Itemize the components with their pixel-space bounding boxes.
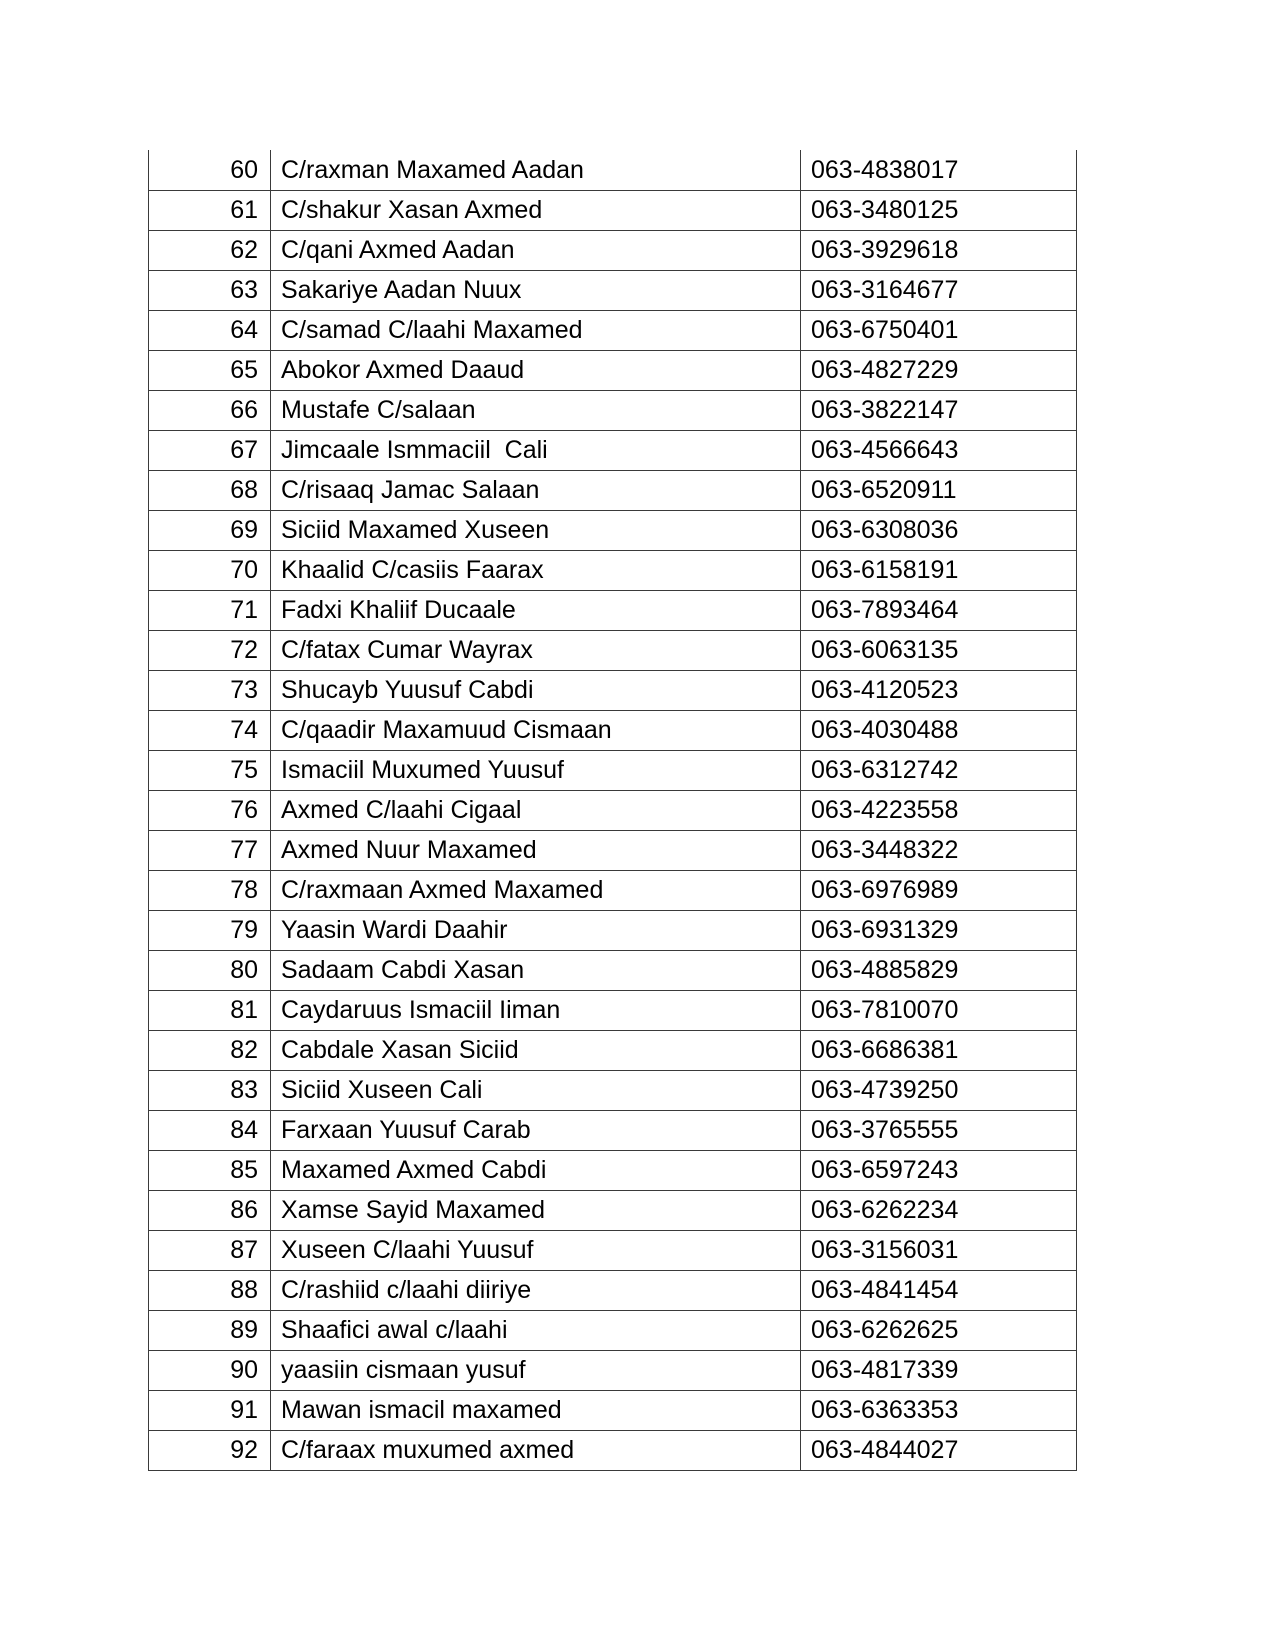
phone-number: 063-6262234 bbox=[801, 1191, 1077, 1231]
table-row bbox=[149, 471, 1077, 511]
phone-number: 063-4827229 bbox=[801, 351, 1077, 391]
phone-number: 063-4120523 bbox=[801, 671, 1077, 711]
row-number: 70 bbox=[149, 551, 271, 591]
row-number: 91 bbox=[149, 1391, 271, 1431]
table-row bbox=[149, 1151, 1077, 1191]
person-name: Xuseen C/laahi Yuusuf bbox=[271, 1231, 801, 1271]
person-name: Farxaan Yuusuf Carab bbox=[271, 1111, 801, 1151]
table-row bbox=[149, 1271, 1077, 1311]
table-row bbox=[149, 991, 1077, 1031]
phone-number: 063-3480125 bbox=[801, 191, 1077, 231]
phone-number: 063-6262625 bbox=[801, 1311, 1077, 1351]
person-name: C/samad C/laahi Maxamed bbox=[271, 311, 801, 351]
person-name: Sadaam Cabdi Xasan bbox=[271, 951, 801, 991]
person-name: Jimcaale Ismmaciil Cali bbox=[271, 431, 801, 471]
person-name: C/qani Axmed Aadan bbox=[271, 231, 801, 271]
row-number: 82 bbox=[149, 1031, 271, 1071]
person-name: Shucayb Yuusuf Cabdi bbox=[271, 671, 801, 711]
table-row bbox=[149, 231, 1077, 271]
person-name: Maxamed Axmed Cabdi bbox=[271, 1151, 801, 1191]
phone-number: 063-3156031 bbox=[801, 1231, 1077, 1271]
row-number: 77 bbox=[149, 831, 271, 871]
person-name: Fadxi Khaliif Ducaale bbox=[271, 591, 801, 631]
contact-table-body bbox=[149, 150, 1077, 1471]
row-number: 81 bbox=[149, 991, 271, 1031]
table-row bbox=[149, 751, 1077, 791]
person-name: Sakariye Aadan Nuux bbox=[271, 271, 801, 311]
table-row bbox=[149, 511, 1077, 551]
row-number: 64 bbox=[149, 311, 271, 351]
phone-number: 063-7893464 bbox=[801, 591, 1077, 631]
table-row bbox=[149, 1231, 1077, 1271]
phone-number: 063-3164677 bbox=[801, 271, 1077, 311]
table-row bbox=[149, 791, 1077, 831]
person-name: Caydaruus Ismaciil Iiman bbox=[271, 991, 801, 1031]
phone-number: 063-3765555 bbox=[801, 1111, 1077, 1151]
phone-number: 063-6976989 bbox=[801, 871, 1077, 911]
table-row bbox=[149, 631, 1077, 671]
row-number: 75 bbox=[149, 751, 271, 791]
table-row bbox=[149, 1311, 1077, 1351]
row-number: 78 bbox=[149, 871, 271, 911]
row-number: 63 bbox=[149, 271, 271, 311]
row-number: 65 bbox=[149, 351, 271, 391]
person-name: C/rashiid c/laahi diiriye bbox=[271, 1271, 801, 1311]
phone-number: 063-6931329 bbox=[801, 911, 1077, 951]
phone-number: 063-4566643 bbox=[801, 431, 1077, 471]
row-number: 60 bbox=[149, 150, 271, 191]
person-name: C/shakur Xasan Axmed bbox=[271, 191, 801, 231]
person-name: Khaalid C/casiis Faarax bbox=[271, 551, 801, 591]
phone-number: 063-6063135 bbox=[801, 631, 1077, 671]
row-number: 72 bbox=[149, 631, 271, 671]
row-number: 87 bbox=[149, 1231, 271, 1271]
contact-table bbox=[148, 150, 1077, 1471]
phone-number: 063-3448322 bbox=[801, 831, 1077, 871]
person-name: Yaasin Wardi Daahir bbox=[271, 911, 801, 951]
phone-number: 063-6520911 bbox=[801, 471, 1077, 511]
table-row bbox=[149, 591, 1077, 631]
table-row bbox=[149, 1191, 1077, 1231]
row-number: 74 bbox=[149, 711, 271, 751]
table-row bbox=[149, 1031, 1077, 1071]
phone-number: 063-4817339 bbox=[801, 1351, 1077, 1391]
phone-number: 063-3929618 bbox=[801, 231, 1077, 271]
row-number: 80 bbox=[149, 951, 271, 991]
person-name: Ismaciil Muxumed Yuusuf bbox=[271, 751, 801, 791]
person-name: yaasiin cismaan yusuf bbox=[271, 1351, 801, 1391]
table-row bbox=[149, 1071, 1077, 1111]
row-number: 90 bbox=[149, 1351, 271, 1391]
person-name: C/faraax muxumed axmed bbox=[271, 1431, 801, 1471]
phone-number: 063-6363353 bbox=[801, 1391, 1077, 1431]
table-row bbox=[149, 551, 1077, 591]
person-name: Cabdale Xasan Siciid bbox=[271, 1031, 801, 1071]
table-row bbox=[149, 1351, 1077, 1391]
person-name: Xamse Sayid Maxamed bbox=[271, 1191, 801, 1231]
table-row bbox=[149, 671, 1077, 711]
phone-number: 063-3822147 bbox=[801, 391, 1077, 431]
phone-number: 063-7810070 bbox=[801, 991, 1077, 1031]
table-row bbox=[149, 391, 1077, 431]
table-row bbox=[149, 431, 1077, 471]
phone-number: 063-6750401 bbox=[801, 311, 1077, 351]
row-number: 66 bbox=[149, 391, 271, 431]
table-row bbox=[149, 1431, 1077, 1471]
person-name: C/risaaq Jamac Salaan bbox=[271, 471, 801, 511]
table-row bbox=[149, 271, 1077, 311]
row-number: 85 bbox=[149, 1151, 271, 1191]
table-row bbox=[149, 1391, 1077, 1431]
row-number: 71 bbox=[149, 591, 271, 631]
table-row bbox=[149, 311, 1077, 351]
person-name: Abokor Axmed Daaud bbox=[271, 351, 801, 391]
row-number: 79 bbox=[149, 911, 271, 951]
person-name: Axmed C/laahi Cigaal bbox=[271, 791, 801, 831]
row-number: 76 bbox=[149, 791, 271, 831]
phone-number: 063-6158191 bbox=[801, 551, 1077, 591]
person-name: C/fatax Cumar Wayrax bbox=[271, 631, 801, 671]
table-row bbox=[149, 711, 1077, 751]
table-row bbox=[149, 351, 1077, 391]
person-name: Axmed Nuur Maxamed bbox=[271, 831, 801, 871]
phone-number: 063-4838017 bbox=[801, 150, 1077, 191]
row-number: 92 bbox=[149, 1431, 271, 1471]
row-number: 73 bbox=[149, 671, 271, 711]
person-name: C/raxman Maxamed Aadan bbox=[271, 150, 801, 191]
phone-number: 063-6312742 bbox=[801, 751, 1077, 791]
row-number: 83 bbox=[149, 1071, 271, 1111]
phone-number: 063-6308036 bbox=[801, 511, 1077, 551]
person-name: C/raxmaan Axmed Maxamed bbox=[271, 871, 801, 911]
row-number: 61 bbox=[149, 191, 271, 231]
phone-number: 063-4841454 bbox=[801, 1271, 1077, 1311]
row-number: 88 bbox=[149, 1271, 271, 1311]
table-row bbox=[149, 191, 1077, 231]
person-name: Mustafe C/salaan bbox=[271, 391, 801, 431]
row-number: 69 bbox=[149, 511, 271, 551]
phone-number: 063-4739250 bbox=[801, 1071, 1077, 1111]
phone-number: 063-6597243 bbox=[801, 1151, 1077, 1191]
row-number: 86 bbox=[149, 1191, 271, 1231]
phone-number: 063-4844027 bbox=[801, 1431, 1077, 1471]
table-row bbox=[149, 150, 1077, 191]
person-name: Shaafici awal c/laahi bbox=[271, 1311, 801, 1351]
table-row bbox=[149, 871, 1077, 911]
row-number: 62 bbox=[149, 231, 271, 271]
row-number: 67 bbox=[149, 431, 271, 471]
row-number: 68 bbox=[149, 471, 271, 511]
person-name: C/qaadir Maxamuud Cismaan bbox=[271, 711, 801, 751]
phone-number: 063-6686381 bbox=[801, 1031, 1077, 1071]
person-name: Siciid Maxamed Xuseen bbox=[271, 511, 801, 551]
row-number: 89 bbox=[149, 1311, 271, 1351]
person-name: Siciid Xuseen Cali bbox=[271, 1071, 801, 1111]
phone-number: 063-4030488 bbox=[801, 711, 1077, 751]
table-row bbox=[149, 951, 1077, 991]
phone-number: 063-4885829 bbox=[801, 951, 1077, 991]
table-row bbox=[149, 831, 1077, 871]
table-row bbox=[149, 1111, 1077, 1151]
row-number: 84 bbox=[149, 1111, 271, 1151]
phone-number: 063-4223558 bbox=[801, 791, 1077, 831]
person-name: Mawan ismacil maxamed bbox=[271, 1391, 801, 1431]
table-row bbox=[149, 911, 1077, 951]
